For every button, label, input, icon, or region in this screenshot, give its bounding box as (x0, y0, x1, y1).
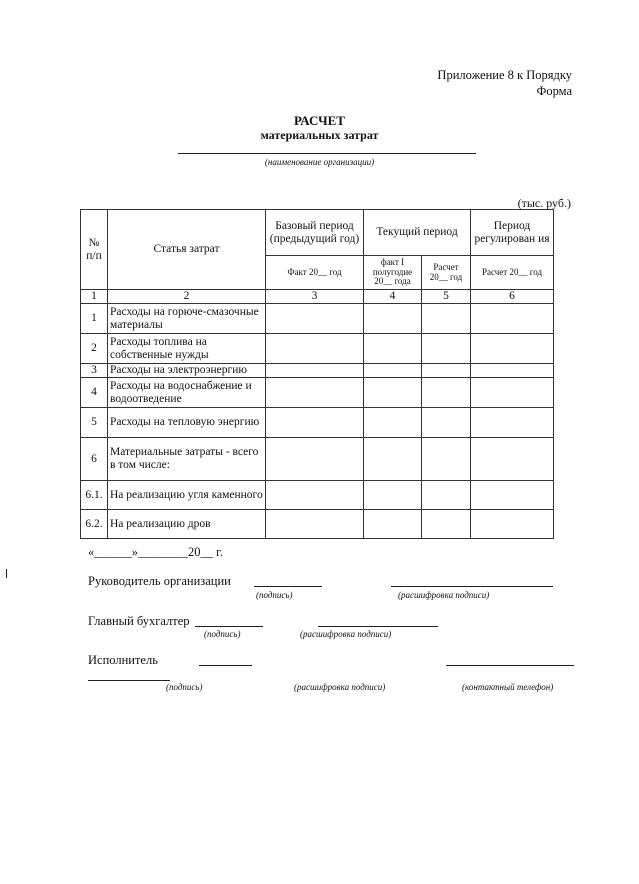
accountant-decode-caption: (расшифровка подписи) (300, 629, 392, 639)
cell-current-fact (364, 408, 422, 438)
accountant-sign-caption: (подпись) (204, 629, 241, 639)
col-number: 3 (266, 290, 364, 304)
cell-current-calc (422, 334, 471, 364)
row-num: 5 (81, 408, 108, 438)
cell-current-fact (364, 334, 422, 364)
row-num: 4 (81, 378, 108, 408)
cell-base-fact (266, 408, 364, 438)
row-num: 3 (81, 364, 108, 378)
cell-regulation-calc (471, 304, 554, 334)
cell-regulation-calc (471, 408, 554, 438)
table-row (81, 378, 554, 408)
header-current-fact: факт I полугодие 20__ года (364, 256, 422, 290)
cost-table (80, 209, 554, 539)
cell-current-calc (422, 408, 471, 438)
col-number: 6 (471, 290, 554, 304)
cell-regulation-calc (471, 378, 554, 408)
col-number: 1 (81, 290, 108, 304)
row-num: 6 (81, 438, 108, 481)
accountant-label: Главный бухгалтер (88, 614, 190, 628)
header-item: Статья затрат (108, 210, 266, 290)
cell-current-calc (422, 438, 471, 481)
row-item: Материальные затраты - всего в том числе: (108, 438, 266, 481)
header-base-fact: Факт 20__ год (266, 256, 364, 290)
row-item: На реализацию дров (108, 510, 266, 539)
header-regulation-period: Период регулирован ия (471, 210, 554, 256)
table-row (81, 304, 554, 334)
cell-current-fact (364, 304, 422, 334)
cell-base-fact (266, 334, 364, 364)
table-row (81, 481, 554, 510)
row-item: Расходы топлива на собственные нужды (108, 334, 266, 364)
cell-base-fact (266, 378, 364, 408)
cell-regulation-calc (471, 481, 554, 510)
col-number: 5 (422, 290, 471, 304)
document-title: РАСЧЕТ (294, 113, 345, 128)
cell-regulation-calc (471, 438, 554, 481)
table-row (81, 510, 554, 539)
row-num: 1 (81, 304, 108, 334)
row-num: 6.1. (81, 481, 108, 510)
row-item: Расходы на тепловую энергию (108, 408, 266, 438)
cell-base-fact (266, 510, 364, 539)
row-item: На реализацию угля каменного (108, 481, 266, 510)
organization-name-line (178, 153, 476, 154)
row-item: Расходы на водоснабжение и водоотведение (108, 378, 266, 408)
executor-decode-line (88, 680, 170, 681)
column-number-row (81, 290, 554, 304)
executor-phone-line-top (446, 665, 574, 666)
cell-current-fact (364, 481, 422, 510)
cell-base-fact (266, 481, 364, 510)
executor-label: Исполнитель (88, 653, 158, 667)
accountant-decode-line (318, 626, 438, 627)
cell-current-calc (422, 364, 471, 378)
cell-current-fact (364, 438, 422, 481)
cell-base-fact (266, 438, 364, 481)
header-current-period: Текущий период (364, 210, 471, 256)
row-num: 2 (81, 334, 108, 364)
form-label: Форма (536, 84, 572, 98)
margin-mark (6, 569, 7, 578)
executor-signature-line (199, 665, 252, 666)
cell-current-fact (364, 364, 422, 378)
cell-current-calc (422, 304, 471, 334)
cell-current-fact (364, 378, 422, 408)
cell-current-calc (422, 510, 471, 539)
head-label: Руководитель организации (88, 574, 231, 588)
appendix-note: Приложение 8 к Порядку (437, 68, 572, 82)
cell-regulation-calc (471, 364, 554, 378)
cell-base-fact (266, 304, 364, 334)
table-row (81, 334, 554, 364)
header-regulation-calc: Расчет 20__ год (471, 256, 554, 290)
head-decode-line (391, 586, 553, 587)
organization-caption: (наименование организации) (264, 157, 375, 167)
row-item: Расходы на горюче-смазочные материалы (108, 304, 266, 334)
col-number: 2 (108, 290, 266, 304)
units-label: (тыс. руб.) (517, 196, 571, 210)
header-num: № п/п (81, 210, 108, 290)
executor-phone-caption: (контактный телефон) (462, 682, 554, 692)
cell-base-fact (266, 364, 364, 378)
header-current-calc: Расчет 20__ год (422, 256, 471, 290)
accountant-signature-line (195, 626, 263, 627)
executor-sign-caption: (подпись) (166, 682, 203, 692)
cell-regulation-calc (471, 334, 554, 364)
executor-decode-caption: (расшифровка подписи) (294, 682, 386, 692)
cell-current-fact (364, 510, 422, 539)
cell-current-calc (422, 481, 471, 510)
col-number: 4 (364, 290, 422, 304)
head-signature-line (254, 586, 322, 587)
cell-regulation-calc (471, 510, 554, 539)
table-row (81, 364, 554, 378)
head-decode-caption: (расшифровка подписи) (398, 590, 490, 600)
table-row (81, 438, 554, 481)
head-sign-caption: (подпись) (256, 590, 293, 600)
document-subtitle: материальных затрат (260, 128, 379, 142)
table-row (81, 408, 554, 438)
cell-current-calc (422, 378, 471, 408)
date-line: «______»________20__ г. (88, 545, 223, 559)
row-num: 6.2. (81, 510, 108, 539)
row-item: Расходы на электроэнергию (108, 364, 266, 378)
header-base-period: Базовый период (предыдущий год) (266, 210, 364, 256)
